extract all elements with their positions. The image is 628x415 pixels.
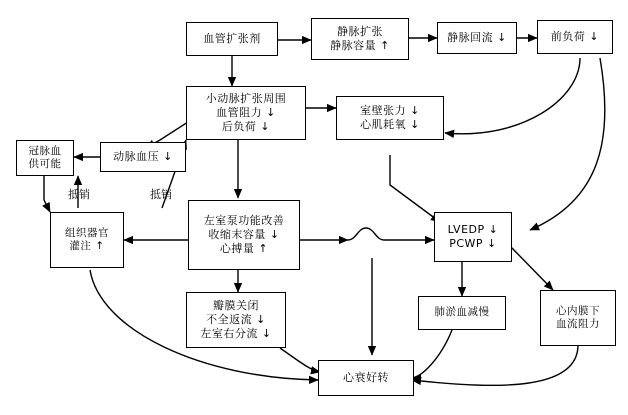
node-arteriole-dilation-line-1: 血管阻力 ↓ [216, 106, 276, 120]
node-heart-failure-line-0: 心衰好转 [343, 371, 389, 385]
node-preload[interactable] [537, 20, 613, 54]
node-wall-stress-line-0: 室壁张力 ↓ [360, 104, 420, 118]
node-venous-dilation-line-0: 静脉扩张 [337, 25, 383, 39]
node-arterial-pressure[interactable] [100, 142, 186, 172]
node-venous-return-line-0: 静脉回流 ↓ [447, 31, 507, 45]
node-wall-stress[interactable] [336, 96, 444, 140]
node-valve-closure-line-2: 左室右分流 ↓ [200, 326, 272, 340]
node-arterial-pressure-line-0: 动脉血压 ↓ [113, 150, 173, 164]
node-heart-failure[interactable] [318, 360, 414, 396]
node-wall-stress-line-1: 心肌耗氧 ↓ [360, 118, 420, 131]
node-tissue-perfusion-line-0: 组织器官 [65, 226, 109, 239]
node-lv-pump-line-0: 左室泵功能改善 [203, 214, 285, 228]
node-subendocardial-line-1: 血流阻力 [556, 318, 600, 330]
node-venous-dilation[interactable] [311, 18, 409, 60]
node-preload-line-0: 前负荷 ↓ [550, 30, 600, 44]
node-arteriole-dilation-line-0: 小动脉扩张周围 [205, 92, 287, 106]
node-tissue-perfusion[interactable] [50, 212, 124, 268]
node-subendocardial-line-0: 心内膜下 [556, 304, 600, 317]
node-pulmonary-congestion-line-0: 肺淤血减慢 [434, 306, 490, 319]
node-venous-return[interactable] [437, 22, 517, 54]
node-vasodilator[interactable] [186, 22, 278, 56]
node-vasodilator-line-0: 血管扩张剂 [203, 32, 261, 46]
node-coronary-supply[interactable] [16, 140, 74, 176]
node-coronary-supply-line-0: 冠脉血 [28, 144, 62, 157]
node-pcwp-line: PCWP ↓ [449, 237, 497, 250]
node-coronary-supply-line-1: 供可能 [28, 158, 62, 170]
node-valve-closure-line-0: 瓣膜关闭 [213, 299, 259, 313]
node-pulmonary-congestion[interactable] [418, 296, 506, 330]
annotation-offset-right: 抵销 [150, 188, 172, 201]
node-lv-pump-line-1: 收缩末容量 ↓ [208, 228, 280, 242]
node-arteriole-dilation[interactable] [186, 86, 306, 140]
node-lvedp-pcwp[interactable] [434, 212, 512, 262]
node-tissue-perfusion-line-1: 灌注 ↑ [69, 240, 105, 252]
node-valve-closure[interactable] [186, 292, 286, 348]
node-lv-pump-line-2: 心搏量 ↑ [219, 241, 269, 255]
node-lvedp-line: LVEDP ↓ [447, 223, 499, 237]
node-lv-pump[interactable] [188, 200, 300, 270]
node-arteriole-dilation-line-2: 后负荷 ↓ [221, 119, 271, 133]
annotation-offset-left: 抵销 [68, 188, 90, 201]
node-valve-closure-line-1: 不全返流 ↓ [206, 313, 266, 327]
node-subendocardial[interactable] [540, 290, 616, 346]
node-venous-dilation-line-1: 静脉容量 ↑ [330, 39, 390, 52]
